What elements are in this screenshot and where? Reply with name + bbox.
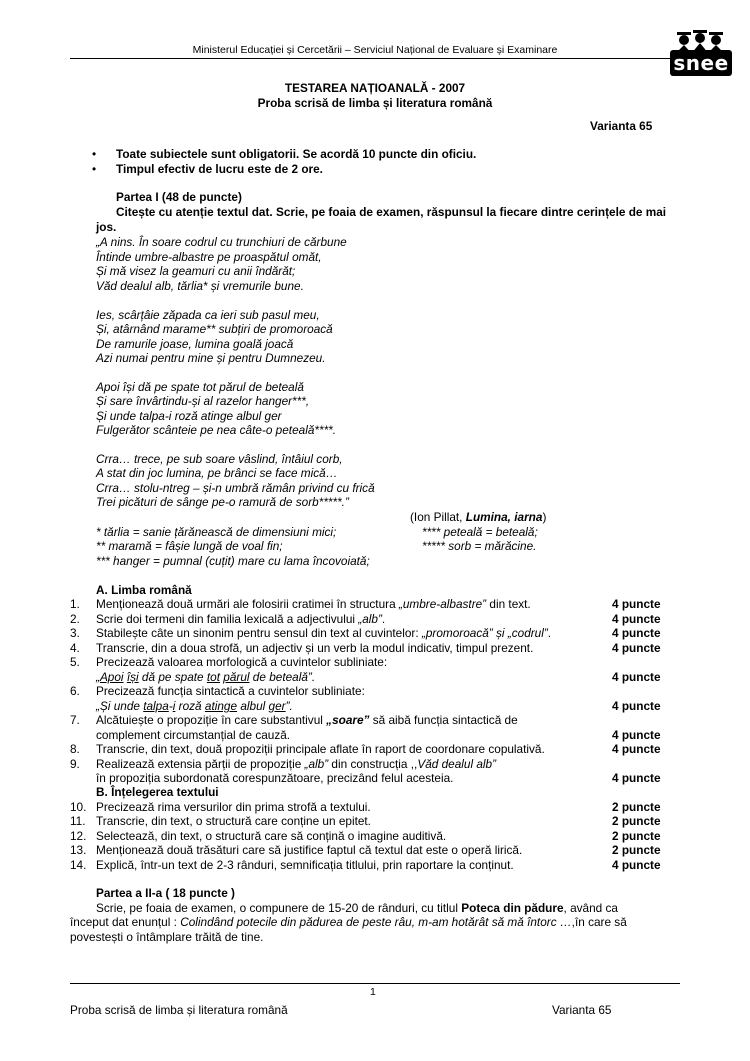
question-points: 4 puncte: [612, 699, 661, 713]
question-points: 4 puncte: [612, 612, 661, 626]
question-text: Scrie doi termeni din familia lexicală a adjectivului „alb”.: [96, 612, 386, 626]
part2-text: povestești o întâmplare trăită de tine.: [70, 930, 264, 944]
question-text: Precizează rima versurilor din prima strofă a textului.: [96, 800, 371, 814]
question-text: Realizează extensia părții de propoziție „alb” din construcția ,,Văd dealul alb”: [96, 757, 497, 771]
poem-line: Azi numai pentru mine și pentru Dumnezeu.: [96, 351, 326, 365]
exam-title: TESTAREA NAȚIOANALĂ - 2007: [284, 81, 466, 95]
ministry-header: Ministerul Educației și Cercetării – Serviciul Național de Evaluare și Examinare: [192, 44, 558, 56]
poem-line: Fulgerător scânteie pe nea câte-o peteală****.: [96, 423, 337, 437]
snee-logo: [670, 28, 732, 78]
part1-task-cont: jos.: [96, 220, 117, 234]
question-number: 14.: [70, 858, 87, 872]
question-text-cont: complement circumstanțial de cauză.: [96, 728, 291, 742]
poem-line: Trei picături de sânge pe-o ramură de sorb*****.”: [96, 495, 349, 509]
question-text: Transcrie, din text, o structură care conține un epitet.: [96, 814, 371, 828]
question-number: 2.: [70, 612, 80, 626]
question-number: 10.: [70, 800, 87, 814]
instruction-2: Timpul efectiv de lucru este de 2 ore.: [116, 162, 323, 176]
question-number: 3.: [70, 626, 80, 640]
poem-source: (Ion Pillat, Lumina, iarna): [410, 510, 547, 524]
question-number: 12.: [70, 829, 87, 843]
question-points: 4 puncte: [612, 742, 661, 756]
question-number: 13.: [70, 843, 87, 857]
header-rule: [70, 58, 672, 59]
question-number: 7.: [70, 713, 80, 727]
question-points: 2 puncte: [612, 800, 661, 814]
poem-line: Și mă visez la geamuri cu anii îndărăt;: [96, 264, 296, 278]
question-number: 8.: [70, 742, 80, 756]
poem-line: Văd dealul alb, tărlia* și vremurile bune.: [96, 279, 304, 293]
footer-left: Proba scrisă de limba și literatura română: [70, 1003, 288, 1017]
question-points: 2 puncte: [612, 814, 661, 828]
question-points: 2 puncte: [612, 843, 661, 857]
question-points: 4 puncte: [612, 858, 661, 872]
question-points: 4 puncte: [612, 728, 661, 742]
question-text: Stabilește câte un sinonim pentru sensul din text al cuvintelor: „promoroacă” și „codrul”.: [96, 626, 552, 640]
part2-text: început dat enunțul : Colindând potecile din pădurea de peste râu, m-am hotărât să mă întorc …,în care să: [70, 915, 627, 929]
question-points: 2 puncte: [612, 829, 661, 843]
question-text: Transcrie, din text, două propoziții principale aflate în raport de coordonare copulativă.: [96, 742, 545, 756]
poem-line: Și sare învârtindu-și al razelor hanger***,: [96, 394, 310, 408]
poem-line: „A nins. În soare codrul cu trunchiuri de cărbune: [96, 235, 347, 249]
part2-text: Scrie, pe foaia de examen, o compunere de 15-20 de rânduri, cu titlul Poteca din pădure, având ca: [96, 901, 618, 915]
footnote: * tărlia = sanie țărănească de dimensiuni mici;: [96, 525, 337, 539]
underlined-example: „Apoi își dă pe spate tot părul de beteală”.: [96, 670, 316, 684]
question-text-cont: în propoziția subordonată corespunzătoare, precizând felul acesteia.: [96, 771, 454, 785]
page-number: 1: [370, 986, 376, 998]
question-points: 4 puncte: [612, 670, 661, 684]
poem-line: Crra… stolu-ntreg – și-n umbră rămân privind cu frică: [96, 481, 375, 495]
poem-line: Și, atârnând marame** subțiri de promoroacă: [96, 322, 333, 336]
question-text: Precizează funcția sintactică a cuvintelor subliniate:: [96, 684, 365, 698]
part1-heading: Partea I (48 de puncte): [116, 190, 242, 204]
question-number: 9.: [70, 757, 80, 771]
poem-line: Și unde talpa-i roză atinge albul ger: [96, 409, 282, 423]
instruction-1: Toate subiectele sunt obligatorii. Se acordă 10 puncte din oficiu.: [116, 147, 477, 161]
poem-line: Apoi își dă pe spate tot părul de beteală: [96, 380, 304, 394]
logo-text: snee: [673, 51, 729, 75]
footnote: **** peteală = beteală;: [422, 525, 538, 539]
footnote: *** hanger = pumnal (cuțit) mare cu lama încovoiată;: [96, 554, 370, 568]
poem-line: De ramurile joase, lumina goală joacă: [96, 337, 294, 351]
poem-line: Ies, scârțâie zăpada ca ieri sub pasul meu,: [96, 308, 320, 322]
question-number: 6.: [70, 684, 80, 698]
bullet-icon: •: [92, 162, 97, 176]
question-text: Menționează două urmări ale folosirii cratimei în structura „umbre-albastre” din text.: [96, 597, 531, 611]
question-number: 4.: [70, 641, 80, 655]
question-points: 4 puncte: [612, 626, 661, 640]
poem-line: Întinde umbre-albastre pe proaspătul omăt,: [96, 250, 322, 264]
part2-heading: Partea a II-a ( 18 puncte ): [96, 886, 235, 900]
question-text: Menționează două trăsături care să justifice faptul că textul dat este o operă lirică.: [96, 843, 523, 857]
underlined-example: „Și unde talpa-i roză atinge albul ger”.: [96, 699, 293, 713]
question-number: 11.: [70, 814, 86, 828]
question-text: Precizează valoarea morfologică a cuvintelor subliniate:: [96, 655, 388, 669]
footnote: ** maramă = fâșie lungă de voal fin;: [96, 539, 283, 553]
question-number: 5.: [70, 655, 80, 669]
variant-label: Varianta 65: [590, 119, 653, 133]
question-text: Alcătuiește o propoziție în care substantivul „soare” să aibă funcția sintactică de: [96, 713, 518, 727]
poem-line: A stat din joc lumina, pe brânci se face mică…: [96, 466, 338, 480]
question-points: 4 puncte: [612, 641, 661, 655]
part1-task: Citește cu atenție textul dat. Scrie, pe foaia de examen, răspunsul la fiecare dintre cerințele de mai: [116, 205, 667, 219]
bullet-icon: •: [92, 147, 97, 161]
poem-line: Crra… trece, pe sub soare vâslind, întâiul corb,: [96, 452, 343, 466]
question-text: Explică, într-un text de 2-3 rânduri, semnificația titlului, prin raportare la conținut.: [96, 858, 514, 872]
footnote: ***** sorb = mărăcine.: [422, 539, 537, 553]
question-number: 1.: [70, 597, 80, 611]
exam-subtitle: Proba scrisă de limba și literatura română: [257, 96, 493, 110]
footer-right: Varianta 65: [552, 1003, 612, 1017]
footer-rule: [70, 983, 680, 984]
question-points: 4 puncte: [612, 597, 661, 611]
question-text: Transcrie, din a doua strofă, un adjectiv și un verb la modul indicativ, timpul prezent.: [96, 641, 534, 655]
section-b-heading: B. Înțelegerea textului: [96, 785, 219, 799]
section-a-heading: A. Limba română: [96, 583, 192, 597]
question-points: 4 puncte: [612, 771, 661, 785]
question-text: Selectează, din text, o structură care să conțină o imagine auditivă.: [96, 829, 447, 843]
